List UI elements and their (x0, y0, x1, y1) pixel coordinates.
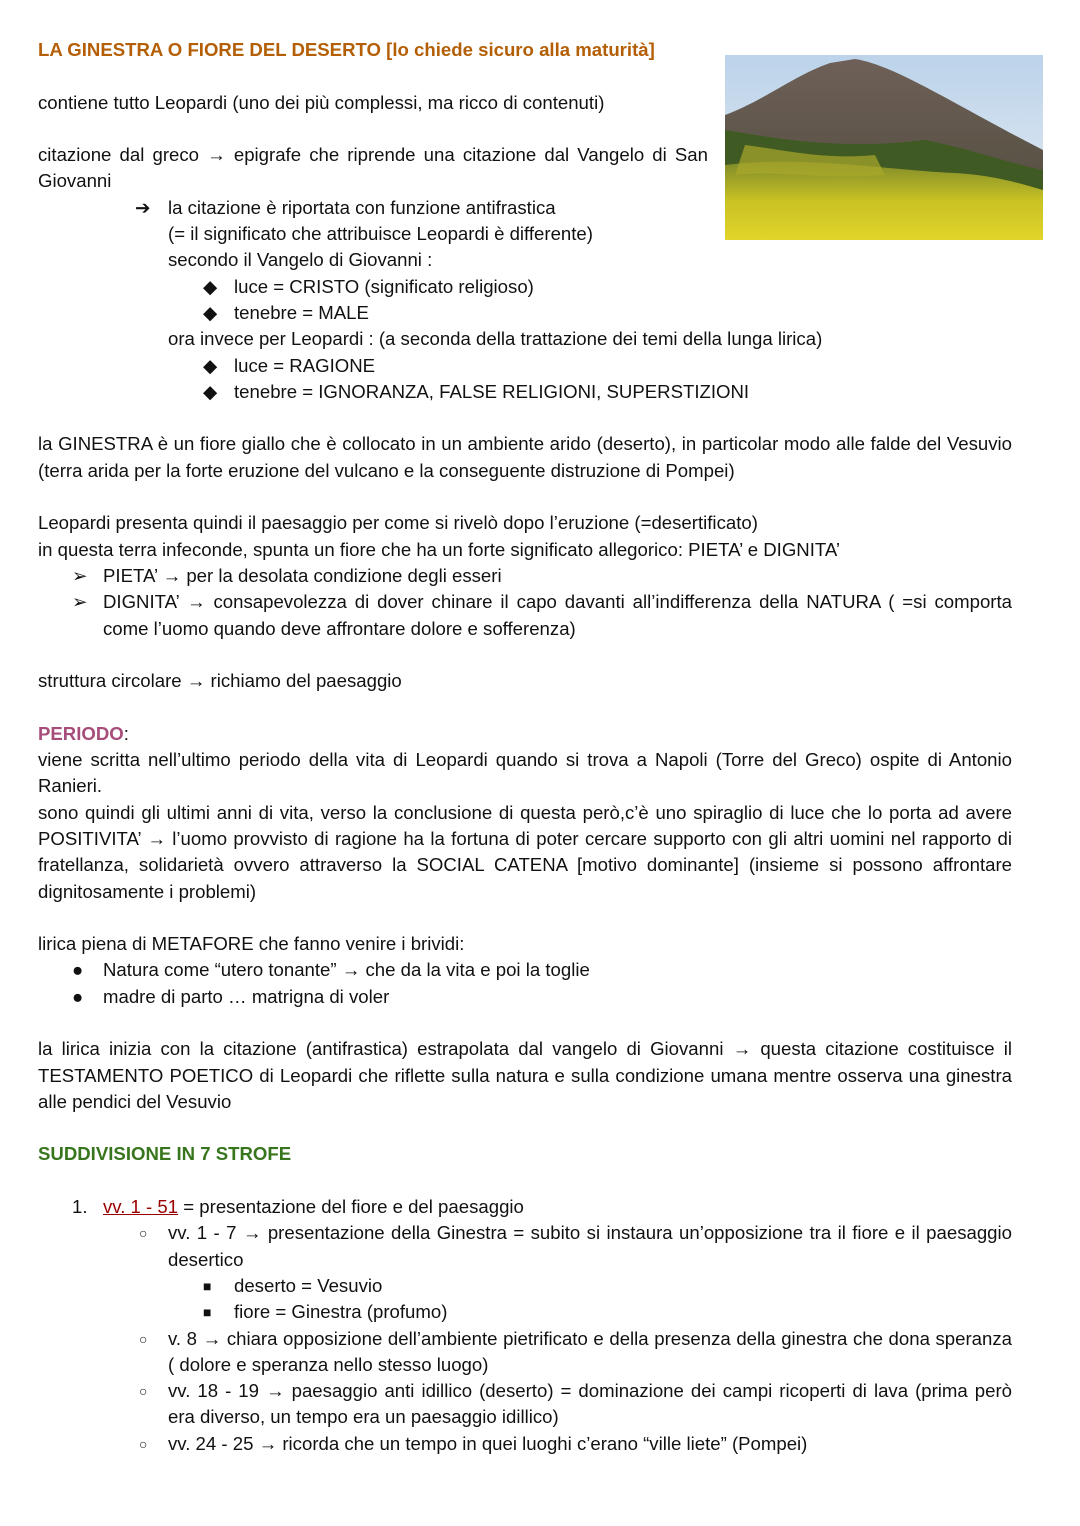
list-item: ○ vv. 24 - 25 → ricorda che un tempo in quei luoghi c’erano “ville liete” (Pompei) (38, 1431, 1012, 1457)
dot-bullet-icon: ● (72, 985, 84, 1007)
paesaggio-line-2: in questa terra infeconde, spunta un fiore che ha un forte significato allegorico: PIETA’ e DIGNITA’ (38, 538, 841, 560)
diamond-bullet-icon: ◆ (203, 275, 218, 297)
arrow-icon: ➔ (135, 196, 151, 218)
circle-bullet-icon: ○ (139, 1225, 148, 1242)
testamento-paragraph: la lirica inizia con la citazione (antifrastica) estrapolata dal vangelo di Giovanni → questa citazione costituisce il TESTAMENTO POETICO di Leopardi che riflette sulla natura e sulla condizione umana mentre osserva una ginestra alle pendici del Vesuvio (38, 1038, 1012, 1112)
paesaggio-line-1: Leopardi presenta quindi il paesaggio per come si rivelò dopo l’eruzione (=desertificato) (38, 512, 758, 534)
citazione-paragraph: citazione dal greco → epigrafe che riprende una citazione dal Vangelo di San Giovanni (38, 144, 708, 192)
chevron-bullet-icon: ➢ (72, 564, 88, 586)
list-item: ◆ luce = RAGIONE (38, 353, 1012, 379)
ginestra-paragraph: la GINESTRA è un fiore giallo che è collocato in un ambiente arido (deserto), in particolar modo alle falde del Vesuvio (terra arida per la forte eruzione del vulcano e la conseguente distruzione di Pompei) (38, 433, 1012, 481)
square-bullet-icon: ■ (203, 1304, 212, 1321)
diamond-bullet-icon: ◆ (203, 354, 218, 376)
circle-bullet-icon: ○ (139, 1383, 148, 1400)
list-item: ■ deserto = Vesuvio (38, 1273, 1012, 1299)
list-item: ◆ luce = CRISTO (significato religioso) (38, 274, 1012, 300)
diamond-bullet-icon: ◆ (203, 380, 218, 402)
intro-paragraph: contiene tutto Leopardi (uno dei più complessi, ma ricco di contenuti) (38, 91, 605, 113)
diamond-bullet-icon: ◆ (203, 301, 218, 323)
periodo-heading: PERIODO: (38, 722, 129, 744)
list-item: ● Natura come “utero tonante” → che da la vita e poi la toglie (38, 957, 1012, 983)
list-item: ○ v. 8 → chiara opposizione dell’ambiente pietrificato e della presenza della ginestra che dona speranza ( dolore e speranza nello stesso luogo) (139, 1327, 1012, 1375)
list-item: ○ vv. 1 - 7 → presentazione della Ginestra = subito si instaura un’opposizione tra il fiore e il paesaggio desertico (139, 1222, 1012, 1270)
metafore-label: lirica piena di METAFORE che fanno venire i brividi: (38, 933, 465, 955)
square-bullet-icon: ■ (203, 1277, 212, 1294)
periodo-paragraph-2: sono quindi gli ultimi anni di vita, verso la conclusione di questa però,c’è uno spiraglio di luce che lo porta ad avere POSITIVITA’ → l’uomo provvisto di ragione ha la fortuna di poter cercare supporto con gli altri uomini nel rapporto di fratellanza, solidarietà ovvero attraverso la SOCIAL CATENA [motivo dominante] (insieme si possono affrontare dignitosamente i problemi) (38, 801, 1012, 902)
list-item: ➢ DIGNITA’ → consapevolezza di dover chinare il capo davanti all’indifferenza della NATURA ( =si comporta come l’uomo quando deve affrontare dolore e sofferenza) (72, 591, 1012, 639)
list-item: ○ vv. 18 - 19 → paesaggio anti idillico (deserto) = dominazione dei campi ricoperti di lava (prima però era diverso, un tempo era un paesaggio idillico) (139, 1380, 1012, 1428)
list-number: 1. (72, 1196, 88, 1218)
suddivisione-heading: SUDDIVISIONE IN 7 STROFE (38, 1143, 292, 1165)
list-item: ➢ PIETA’ → per la desolata condizione degli esseri (38, 563, 1012, 589)
struttura-paragraph: struttura circolare → richiamo del paesaggio (38, 670, 402, 692)
document-page (38, 37, 1012, 1457)
numbered-item: 1. vv. 1 - 51 = presentazione del fiore e del paesaggio (38, 1194, 1012, 1220)
vangelo-label: secondo il Vangelo di Giovanni : (168, 249, 433, 271)
periodo-paragraph-1: viene scritta nell’ultimo periodo della vita di Leopardi quando si trova a Napoli (Torre del Greco) ospite di Antonio Ranieri. (38, 749, 1012, 797)
list-item: ◆ tenebre = IGNORANZA, FALSE RELIGIONI, SUPERSTIZIONI (38, 379, 1012, 405)
dot-bullet-icon: ● (72, 959, 84, 981)
circle-bullet-icon: ○ (139, 1330, 148, 1347)
document-title: LA GINESTRA O FIORE DEL DESERTO [lo chiede sicuro alla maturità] (38, 39, 655, 60)
circle-bullet-icon: ○ (139, 1435, 148, 1452)
arrow-item: ➔ la citazione è riportata con funzione antifrastica (38, 195, 1012, 221)
verses-link[interactable]: vv. 1 - 51 (103, 1196, 179, 1218)
leopardi-label: ora invece per Leopardi : (a seconda della trattazione dei temi della lunga lirica) (168, 328, 823, 350)
list-item: ■ fiore = Ginestra (profumo) (38, 1299, 1012, 1325)
chevron-bullet-icon: ➢ (72, 591, 88, 613)
list-item: ● madre di parto … matrigna di voler (38, 984, 1012, 1010)
citazione-note: (= il significato che attribuisce Leopardi è differente) (168, 223, 593, 245)
list-item: ◆ tenebre = MALE (38, 300, 1012, 326)
